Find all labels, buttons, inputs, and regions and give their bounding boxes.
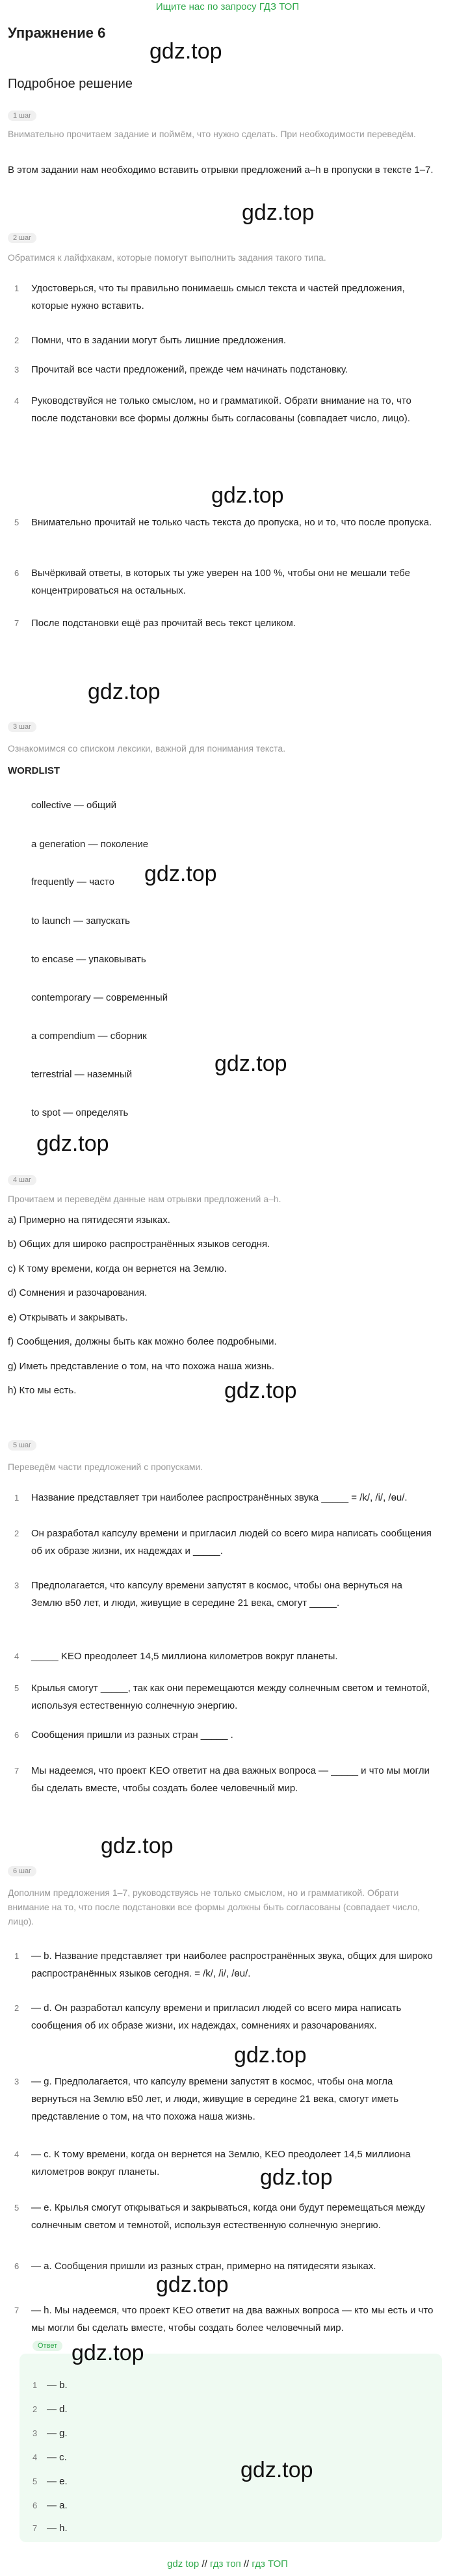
list-item: to encase — упаковывать (31, 954, 146, 965)
watermark: gdz.top (88, 679, 161, 704)
list-item: terrestrial — наземный (31, 1069, 133, 1080)
step-note: Ознакомимся со списком лексики, важной для понимания текста. (8, 743, 286, 754)
watermark: gdz.top (150, 39, 222, 64)
list-item: to launch — запускать (31, 915, 130, 927)
step-note: Обратимся к лайфхакам, которые помогут выполнить задания такого типа. (8, 252, 326, 263)
watermark: gdz.top (260, 2165, 333, 2190)
list-item: collective — общий (31, 800, 117, 811)
list-item: frequently — часто (31, 876, 114, 887)
answer-item: 7 — h. (32, 2523, 68, 2534)
watermark: gdz.top (211, 483, 284, 508)
list-item: 6 Сообщения пришли из разных стран _____ . (14, 1729, 233, 1741)
list-item: 3 Предполагается, что капсулу времени запустят в космос, чтобы она вернуться на Землю в50 лет, и люди, живущие в середине 21 века, смогут _____. (14, 1580, 403, 1609)
exercise-title: Упражнение 6 (8, 25, 106, 41)
list-item: 4 Руководствуйся не только смыслом, но и грамматикой. Обрати внимание на то, что после подстановки все формы должны быть согласованы (совпадает число, лицо). (14, 395, 411, 424)
watermark: gdz.top (36, 1131, 109, 1156)
list-item: a) Примерно на пятидесяти языках. (8, 1215, 170, 1226)
list-item: 5 — e. Крылья смогут открываться и закрываться, когда они будут перемещаться между солнечным светом и темнотой, используя естественную солнечную энергию. (14, 2202, 425, 2231)
list-item: 4 _____ KEO преодолеет 14,5 миллиона километров вокруг планеты. (14, 1651, 338, 1662)
footer-link[interactable]: gdz top (167, 2558, 200, 2569)
list-item: 5 Внимательно прочитай не только часть текста до пропуска, но и то, что после пропуска. (14, 517, 432, 528)
list-item: 3 Прочитай все части предложений, прежде чем начинать подстановку. (14, 364, 348, 375)
watermark: gdz.top (101, 1833, 174, 1858)
list-item: 4 — c. К тому времени, когда он вернется на Землю, KEO преодолеет 14,5 миллиона километров вокруг планеты. (14, 2149, 411, 2177)
list-item: g) Иметь представление о том, на что похожа наша жизнь. (8, 1361, 275, 1372)
list-item: b) Общих для широко распространённых языков сегодня. (8, 1239, 270, 1250)
list-item: 6 Вычёркивай ответы, в которых ты уже уверен на 100 %, чтобы они не мешали тебе концентрироваться на остальных. (14, 568, 410, 596)
solution-subtitle: Подробное решение (8, 77, 133, 91)
list-item: e) Открывать и закрывать. (8, 1312, 128, 1323)
step-note: Переведём части предложений с пропусками. (8, 1462, 203, 1472)
list-item: a generation — поколение (31, 839, 149, 850)
list-item: 3 — g. Предполагается, что капсулу времени запустят в космос, чтобы она могла вернуться на Землю в50 лет, и люди, живущие в середине 21 века, смогут иметь представление о том, на что похожа наша жизнь. (14, 2076, 399, 2122)
step-badge: 5 шаг (8, 1440, 36, 1451)
step-note: Прочитаем и переведём данные нам отрывки предложений a–h. (8, 1194, 281, 1204)
step-badge: 4 шаг (8, 1175, 36, 1185)
list-item: 2 — d. Он разработал капсулу времени и пригласил людей со всего мира написать сообщения об их образе жизни, их надеждах, сомнениях и разочарованиях. (14, 2003, 402, 2031)
list-item: f) Сообщения, должны быть как можно более подробными. (8, 1336, 277, 1347)
top-search-link[interactable]: Ищите нас по запросу ГДЗ ТОП (155, 1, 300, 12)
watermark: gdz.top (214, 1051, 287, 1076)
answer-item: 6 — a. (32, 2500, 68, 2511)
wordlist-title: WORDLIST (8, 765, 60, 776)
answer-box (20, 2354, 442, 2542)
answer-item: 3 — g. (32, 2428, 68, 2439)
list-item: 6 — a. Сообщения пришли из разных стран, примерно на пятидесяти языках. (14, 2261, 376, 2272)
step-badge: 2 шаг (8, 233, 36, 243)
list-item: 1 — b. Название представляет три наиболее распространённых звука, общих для широко распространённых языков сегодня. = /k/, /i/, /ɵu/. (14, 1951, 433, 1979)
watermark: gdz.top (240, 2458, 313, 2482)
step-badge: 6 шаг (8, 1866, 36, 1876)
footer-link[interactable]: гдз ТОП (252, 2558, 288, 2569)
list-item: to spot — определять (31, 1107, 129, 1118)
list-item: 2 Помни, что в задании могут быть лишние предложения. (14, 335, 286, 346)
list-item: 1 Название представляет три наиболее распространённых звука _____ = /k/, /i/, /ɵu/. (14, 1492, 408, 1503)
list-item: 7 Мы надеемся, что проект KEO ответит на два важных вопроса — _____ и что мы могли бы сделать вместе, чтобы создать более человечный мир. (14, 1765, 430, 1794)
watermark: gdz.top (156, 2272, 229, 2297)
answer-item: 5 — e. (32, 2476, 68, 2487)
step-note: Внимательно прочитаем задание и поймём, что нужно сделать. При необходимости переведём. (8, 129, 416, 139)
watermark: gdz.top (234, 2043, 307, 2068)
list-item: a compendium — сборник (31, 1031, 147, 1042)
list-item: d) Сомнения и разочарования. (8, 1287, 148, 1298)
watermark: gdz.top (72, 2341, 144, 2365)
step-badge: 1 шаг (8, 111, 36, 121)
step-note: Дополним предложения 1–7, руководствуясь не только смыслом, но и грамматикой. Обрати внимание на то, что после подстановки все формы должны быть согласованы (совпадает число, лицо). (8, 1887, 421, 1926)
watermark: gdz.top (144, 861, 217, 886)
list-item: 2 Он разработал капсулу времени и пригласил людей со всего мира написать сообщения об их образе жизни, их надеждах и _____. (14, 1528, 432, 1557)
answer-item: 4 — c. (32, 2452, 67, 2463)
list-item: 7 — h. Мы надеемся, что проект KEO ответит на два важных вопроса — кто мы есть и что мы могли бы сделать вместе, чтобы создать более человечный мир. (14, 2305, 434, 2333)
list-item: c) К тому времени, когда он вернется на Землю. (8, 1263, 227, 1274)
list-item: h) Кто мы есть. (8, 1385, 77, 1396)
footer-links: gdz top // гдз топ // гдз ТОП (167, 2558, 288, 2569)
footer-link[interactable]: гдз топ (209, 2558, 241, 2569)
step-badge: 3 шаг (8, 722, 36, 732)
answer-item: 1 — b. (32, 2380, 68, 2391)
list-item: 7 После подстановки ещё раз прочитай весь текст целиком. (14, 618, 296, 629)
step-text: В этом задании нам необходимо вставить отрывки предложений a–h в пропуски в тексте 1–7. (8, 164, 434, 176)
list-item: contemporary — современный (31, 992, 168, 1003)
watermark: gdz.top (242, 200, 315, 225)
answer-item: 2 — d. (32, 2404, 68, 2415)
answer-label: Ответ (32, 2341, 62, 2351)
watermark: gdz.top (224, 1378, 297, 1403)
list-item: 1 Удостоверься, что ты правильно понимаешь смысл текста и частей предложения, которые нужно вставить. (14, 283, 405, 311)
list-item: 5 Крылья смогут _____, так как они перемещаются между солнечным светом и темнотой, используя естественную солнечную энергию. (14, 1683, 430, 1711)
